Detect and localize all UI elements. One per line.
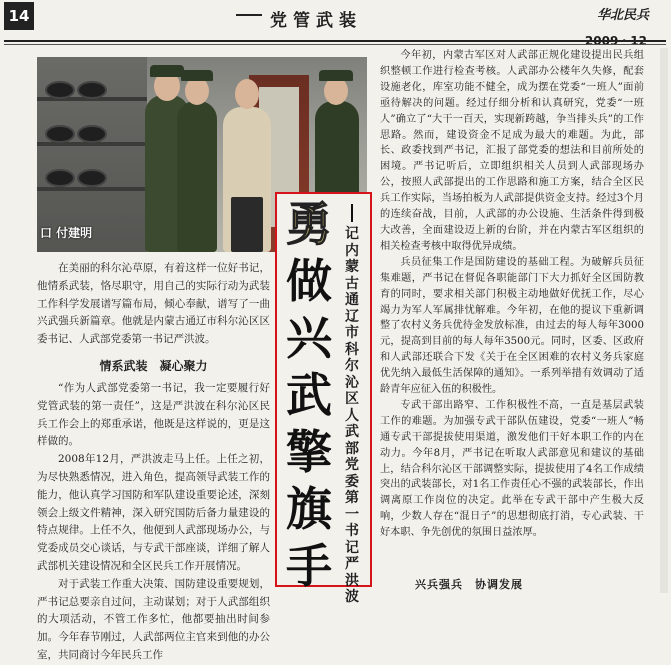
header-decoration (236, 14, 262, 16)
publication-name: 华北民兵 (596, 8, 649, 23)
title-first-char: 勇 (286, 197, 332, 251)
title-char: 武 (286, 368, 332, 422)
title-char: 旗 (286, 482, 332, 536)
title-char: 手 (286, 539, 332, 593)
photo-soldier-2 (177, 101, 217, 252)
article-title-box (275, 192, 372, 605)
paragraph: 兵员征集工作是国防建设的基础工程。为破解兵员征集难题，严书记在督促各职能部门下大力抓好全区国防教育的同时，要求相关部门积极主动地做好优抚工作，尽心竭力为军人军属排忧解难。今年初，在他的提议下重新调整了农村义务兵优待金发放标准，由过去的每人每年3000元，提高到目前的每人每年3500元。同时，区委、区政府和人武部还联合下发《关于在全区困难的农村义务兵家庭优先纳入最低生活保障的通知》。一系列举措有效调动了适龄青年应征入伍的积极性。 (380, 256, 644, 396)
paragraph: 专武干部出路窄、工作积极性不高，一直是基层武装工作的难题。为加强专武干部队伍建设，党委“一班人”畅通专武干部提拔使用渠道，激发他们干好本职工作的内在动力。今年8月，严书记在听取人武部意见和建议的基础上，结合科尔沁区干部调整实际，提拔使用了4名工作成绩突出的武装部长，对1名工作责任心不强的武装部长，作出调离原工作岗位的决定。此举在专武干部中产生极大反响，少数人存在“混日子”的思想彻底打消，专心武装、干好本职、争先创优的氛围日益浓厚。 (380, 399, 644, 539)
paragraph: 对于武装工作重大决策、国防建设重要规划，严书记总要亲自过问，主动谋划；对于人武部组织的大项活动，不管工作多忙，他都要抽出时间参加。今年春节刚过，人武部两位主官来到他的办公室，共同商讨今年民兵工作 (37, 577, 270, 661)
subheading: 情系武装 凝心聚力 (99, 358, 208, 373)
right-text-column (380, 48, 644, 541)
article-subtitle (341, 204, 363, 606)
paragraph: “作为人武部党委第一书记，我一定要履行好党管武装的第一责任”，这是严洪波在科尔沁区民兵工作会上的郑重承诺，他既是这样说的，更是这样做的。 (37, 381, 270, 448)
title-char: 做 (286, 254, 332, 308)
paragraph: 在美丽的科尔沁草原，有着这样一位好书记，他情系武装，恪尽职守，用自己的实际行动为武装工作科学发展谱写篇布局，倾心奉献，谱写了一曲兴武强兵新篇章。他就是内蒙古通辽市科尔沁区区委书记、人武部党委第一书记严洪波。 (37, 262, 270, 346)
title-char: 兴 (286, 311, 332, 365)
subtitle-text: 记内蒙古通辽市科尔沁区人武部党委第一书记严洪波 (345, 226, 359, 605)
title-char: 擎 (286, 425, 332, 479)
subtitle-dash (351, 204, 353, 222)
bottom-subheading: 兴兵强兵 协调发展 (415, 578, 523, 591)
photo-caption: 口 付建明 (40, 226, 93, 240)
header-rule-thin (4, 44, 666, 45)
left-text-column (37, 260, 270, 665)
page-edge (660, 48, 668, 593)
paragraph: 2008年12月，严洪波走马上任。上任之初，为尽快熟悉情况，进入角色，提高领导武装工作的能力，他认真学习国防和军队建设重要论述，深刻领会上级文件精神，深入研究国防后备力量建设的特点规律。上任不久，他便到人武部现场办公，与党委成员交心谈话，与专武干部座谈，详细了解人武部机关建设情况和全区民兵工作开展情况。 (37, 453, 270, 572)
header-rule (4, 40, 666, 42)
paragraph: 今年初，内蒙古军区对人武部正规化建设提出民兵组织整顿工作进行检查考核。人武部办公楼年久失修，配套设施老化，库室功能不健全，成为摆在党委“一班人”面前亟待解决的问题。经过仔细分析和认真研究，党委“一班人”确立了“大干一百天，实现新跨越，争当排头兵”的工作思路。然而，建设资金不足成为最大的难题。为此，部长、政委找到严书记，汇报了部党委的想法和目前所处的困境。严书记听后，立即组织相关人员到人武部现场办公，按照人武部提出的工作思路和施工方案，结合全区民兵工作实际，当场拍板为人武部提供资金支持。经过3个月的连续奋战，目前，人武部的办公设施、生活条件得到极大改善，全面建设迈上新的台阶，并在内蒙古军区组织的相关检查考核中取得优异成绩。 (380, 50, 644, 252)
section-title: 党管武装 (270, 11, 362, 31)
page-number: 14 (4, 2, 34, 30)
article-title (283, 196, 335, 595)
